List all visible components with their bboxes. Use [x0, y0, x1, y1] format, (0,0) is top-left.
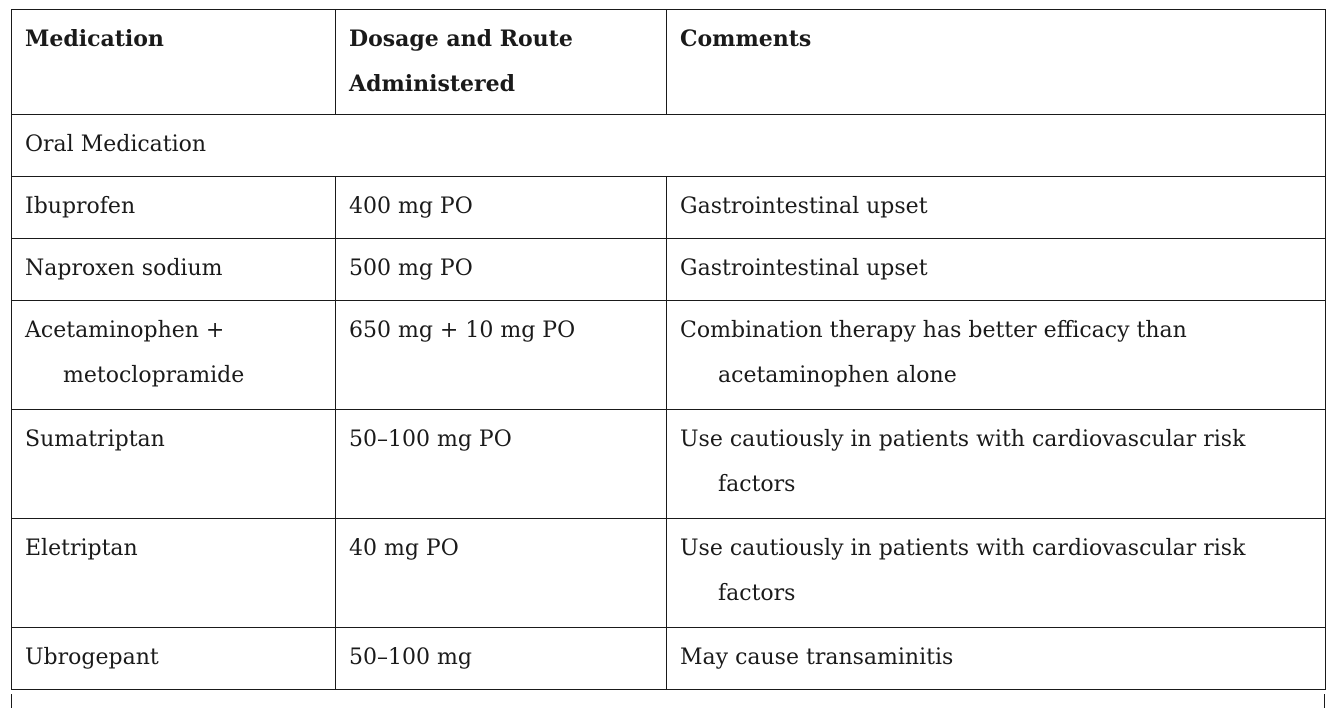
comments-cell: Combination therapy has better efficacy than acetaminophen alone	[680, 318, 1187, 388]
table-row	[12, 239, 1326, 301]
comments-cell: Gastrointestinal upset	[667, 239, 1326, 301]
comments-cell: May cause transaminitis	[667, 628, 1326, 690]
medication-table	[11, 9, 1326, 690]
dosage-cell: 400 mg PO	[336, 177, 667, 239]
table-header-row	[12, 10, 1326, 115]
medication-cell: Eletriptan	[12, 519, 336, 628]
medication-cell: Sumatriptan	[12, 410, 336, 519]
table-row	[12, 628, 1326, 690]
comments-cell-wrap	[667, 301, 1326, 410]
comments-cell: Use cautiously in patients with cardiovascular risk factors	[680, 427, 1246, 497]
medication-cell: Naproxen sodium	[12, 239, 336, 301]
section-label: Oral Medication	[12, 115, 1326, 177]
header-medication: Medication	[12, 10, 336, 115]
dosage-cell: 50–100 mg	[336, 628, 667, 690]
dosage-cell: 500 mg PO	[336, 239, 667, 301]
table-row	[12, 410, 1326, 519]
dosage-cell: 40 mg PO	[336, 519, 667, 628]
table-row	[12, 177, 1326, 239]
medication-cell: Ibuprofen	[12, 177, 336, 239]
header-dosage-route: Dosage and Route Administered	[336, 10, 667, 115]
medication-cell: Acetaminophen + metoclopramide	[25, 318, 245, 388]
comments-cell-wrap	[667, 410, 1326, 519]
header-comments: Comments	[667, 10, 1326, 115]
medication-cell-wrap	[12, 301, 336, 410]
comments-cell-wrap	[667, 519, 1326, 628]
table-row	[12, 519, 1326, 628]
section-row	[12, 115, 1326, 177]
comments-cell: Use cautiously in patients with cardiovascular risk factors	[680, 536, 1246, 606]
dosage-cell: 650 mg + 10 mg PO	[336, 301, 667, 410]
medication-cell: Ubrogepant	[12, 628, 336, 690]
dosage-cell: 50–100 mg PO	[336, 410, 667, 519]
comments-cell: Gastrointestinal upset	[667, 177, 1326, 239]
table-row	[12, 301, 1326, 410]
